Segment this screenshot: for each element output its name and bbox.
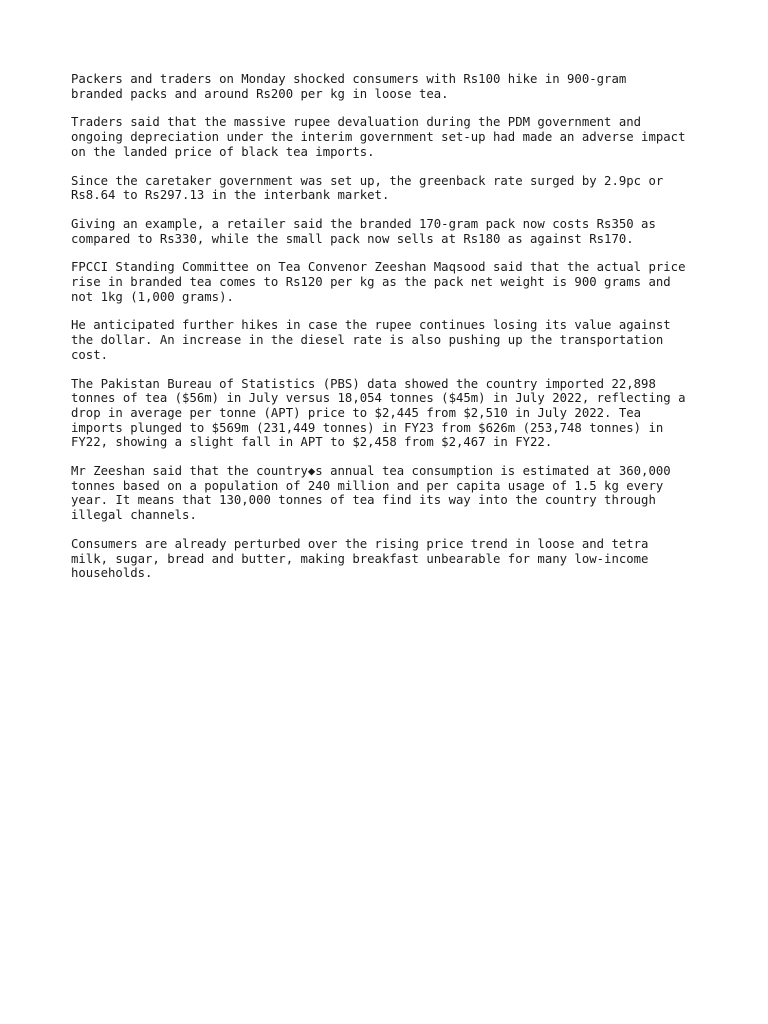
paragraph-3: Since the caretaker government was set up, the greenback rate surged by 2.9pc or Rs8.64 to Rs297.13 in the interbank market. (71, 173, 664, 203)
paragraph-1: Packers and traders on Monday shocked consumers with Rs100 hike in 900-gram branded packs and around Rs200 per kg in loose tea. (71, 72, 627, 101)
paragraph-9: Consumers are already perturbed over the rising price trend in loose and tetra milk, sugar, bread and butter, making breakfast unbearable for many low-income households. (71, 536, 649, 581)
paragraph-5: FPCCI Standing Committee on Tea Convenor Zeeshan Maqsood said that the actual price rise in branded tea comes to Rs120 per kg as the pack net weight is 900 grams and not 1kg (1,000 grams). (71, 260, 686, 304)
paragraph-2: Traders said that the massive rupee devaluation during the PDM government and ongoing depreciation under the interim government set-up had made an adverse impact on the landed price of black tea imports. (71, 115, 686, 159)
paragraph-8: Mr Zeeshan said that the country◆s annual tea consumption is estimated at 360,000 tonnes based on a population of 240 million and per capita usage of 1.5 kg every year. It means that 130,000 tonnes of tea find its way into the country through illegal channels. (71, 464, 671, 523)
paragraph-6: He anticipated further hikes in case the rupee continues losing its value against the dollar. An increase in the diesel rate is also pushing up the transportation cost. (71, 318, 671, 362)
paragraph-7: The Pakistan Bureau of Statistics (PBS) data showed the country imported 22,898 tonnes of tea ($56m) in July versus 18,054 tonnes ($45m) in July 2022, reflecting a drop in average per tonne (APT) price to $2,445 from $2,510 in July 2022. Tea imports plunged to $569m (231,449 tonnes) in FY23 from $626m (253,748 tonnes) in FY22, showing a slight fall in APT to $2,458 from $2,467 in FY22. (71, 376, 686, 450)
paragraph-4: Giving an example, a retailer said the branded 170-gram pack now costs Rs350 as compared to Rs330, while the small pack now sells at Rs180 as against Rs170. (71, 216, 656, 246)
